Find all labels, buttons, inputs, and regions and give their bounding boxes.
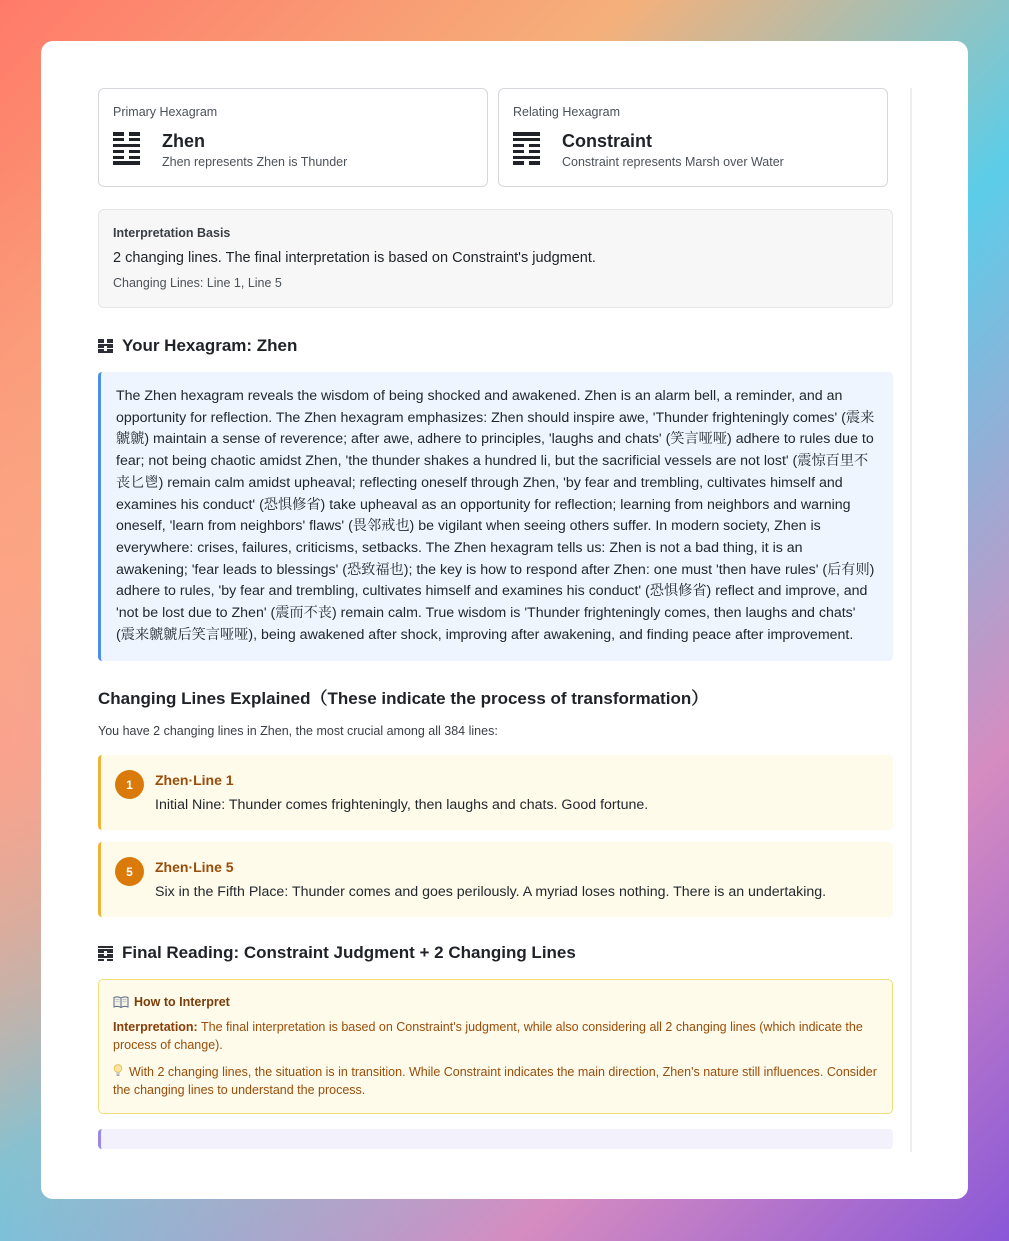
- relating-hexagram-description: Constraint represents Marsh over Water: [562, 155, 784, 169]
- how-to-interpret-title-text: How to Interpret: [134, 995, 230, 1010]
- relating-hexagram-card: [498, 88, 888, 187]
- relating-hexagram-name: Constraint: [562, 131, 652, 151]
- broken-line: [513, 161, 540, 165]
- changing-lines-list: [98, 755, 893, 917]
- final-reading-heading: [98, 943, 893, 963]
- primary-hexagram-card: [98, 88, 488, 187]
- changing-lines-heading: Changing Lines Explained（These indicate the process of transformation）: [98, 689, 709, 709]
- final-reading-heading-text: Final Reading: Constraint Judgment + 2 Changing Lines: [122, 943, 576, 963]
- broken-line: [113, 132, 140, 136]
- line-title: Zhen·Line 5: [155, 859, 234, 876]
- your-hexagram-heading-text: Your Hexagram: Zhen: [122, 336, 298, 355]
- changing-lines-note: You have 2 changing lines in Zhen, the most crucial among all 384 lines:: [98, 724, 498, 739]
- how-to-interpret-box: [98, 979, 893, 1114]
- next-section-box: [98, 1129, 893, 1149]
- basis-changing-lines: Changing Lines: Line 1, Line 5: [113, 276, 282, 290]
- basis-title: Interpretation Basis: [113, 226, 231, 240]
- interpretation-tip: [113, 1063, 878, 1099]
- interpretation-label: Interpretation:: [113, 1020, 198, 1035]
- broken-line: [113, 138, 140, 142]
- hexagram-zhen-icon: [113, 132, 140, 165]
- line-text: Initial Nine: Thunder comes frighteningly, then laughs and chats. Good fortune.: [155, 797, 649, 814]
- your-hexagram-heading: [98, 336, 893, 356]
- line-text: Six in the Fifth Place: Thunder comes and goes perilously. A myriad loses nothing. There is an undertaking.: [155, 884, 827, 901]
- relating-hexagram-caption: Relating Hexagram: [513, 105, 620, 119]
- broken-line: [513, 144, 540, 148]
- line-number-badge: 1: [115, 770, 144, 799]
- primary-hexagram-name: Zhen: [162, 131, 205, 151]
- solid-line: [513, 132, 540, 136]
- reading-card: [41, 41, 968, 1199]
- open-book-icon: [113, 996, 129, 1008]
- line-title: Zhen·Line 1: [155, 772, 234, 789]
- lightbulb-icon: [113, 1064, 123, 1077]
- hexagram-explanation: The Zhen hexagram reveals the wisdom of being shocked and awakened. Zhen is an alarm bell, a reminder, and an opportunity for reflection. The Zhen hexagram emphasizes: Zhen should inspire awe, 'Thunder frighteningly comes' (震来虩虩) maintain a sense of reverence; after awe, adhere to principles, 'laughs and chats' (笑言哑哑) adhere to rules due to fear; not being chaotic amidst Zhen, 'the thunder shakes a hundred li, but the sacrificial vessels are not lost' (震惊百里不丧匕鬯) remain calm amidst upheaval; reflecting oneself through Zhen, 'by fear and trembling, cultivates himself and examines his conduct' (恐惧修省) take upheaval as an opportunity for reflection; learning from neighbors and warning oneself, 'learn from neighbors' flaws' (畏邻戒也) be vigilant when seeing others suffer. In modern society, Zhen is everywhere: crises, failures, criticisms, setbacks. The Zhen hexagram tells us: Zhen is not a bad thing, it is an awakening; 'fear leads to blessings' (恐致福也); the key is how to respond after Zhen: one must 'then have rules' (后有则) adhere to rules, 'by fear and trembling, cultivates himself and examines his conduct' (恐惧修省) reflect and improve, and 'not be lost due to Zhen' (震而不丧) remain calm. True wisdom is 'Thunder frighteningly comes, then laughs and chats' (震来虩虩后笑言哑哑), being awakened after shock, improving after awakening, and finding peace after improvement.: [98, 372, 893, 661]
- interpretation-basis: [98, 209, 893, 308]
- hexagram-constraint-icon: [98, 946, 113, 961]
- hexagram-row: [98, 88, 893, 187]
- solid-line: [98, 351, 113, 353]
- broken-line: [113, 156, 140, 160]
- changing-line-card: [98, 842, 893, 917]
- reading-content[interactable]: [98, 88, 893, 1152]
- interpretation-tip-text: With 2 changing lines, the situation is in transition. While Constraint indicates the main direction, Zhen's nature still influences. Consider the changing lines to understand the process.: [113, 1065, 877, 1098]
- broken-line: [98, 959, 113, 961]
- solid-line: [513, 156, 540, 160]
- changing-line-card: [98, 755, 893, 830]
- broken-line: [513, 150, 540, 154]
- line-number-badge: 5: [115, 857, 144, 886]
- interpretation-paragraph: [113, 1018, 878, 1054]
- interpretation-text: The final interpretation is based on Constraint's judgment, while also considering all 2 changing lines (which indicate the process of change).: [113, 1020, 863, 1053]
- scrollbar-track[interactable]: [910, 88, 912, 1152]
- hexagram-constraint-icon: [513, 132, 540, 165]
- solid-line: [113, 161, 140, 165]
- hexagram-zhen-icon: [98, 339, 113, 354]
- basis-text: 2 changing lines. The final interpretation is based on Constraint's judgment.: [113, 250, 596, 266]
- how-to-interpret-title: [113, 995, 878, 1009]
- solid-line: [113, 144, 140, 148]
- primary-hexagram-description: Zhen represents Zhen is Thunder: [162, 155, 348, 169]
- broken-line: [113, 150, 140, 154]
- solid-line: [513, 138, 540, 142]
- primary-hexagram-caption: Primary Hexagram: [113, 105, 218, 119]
